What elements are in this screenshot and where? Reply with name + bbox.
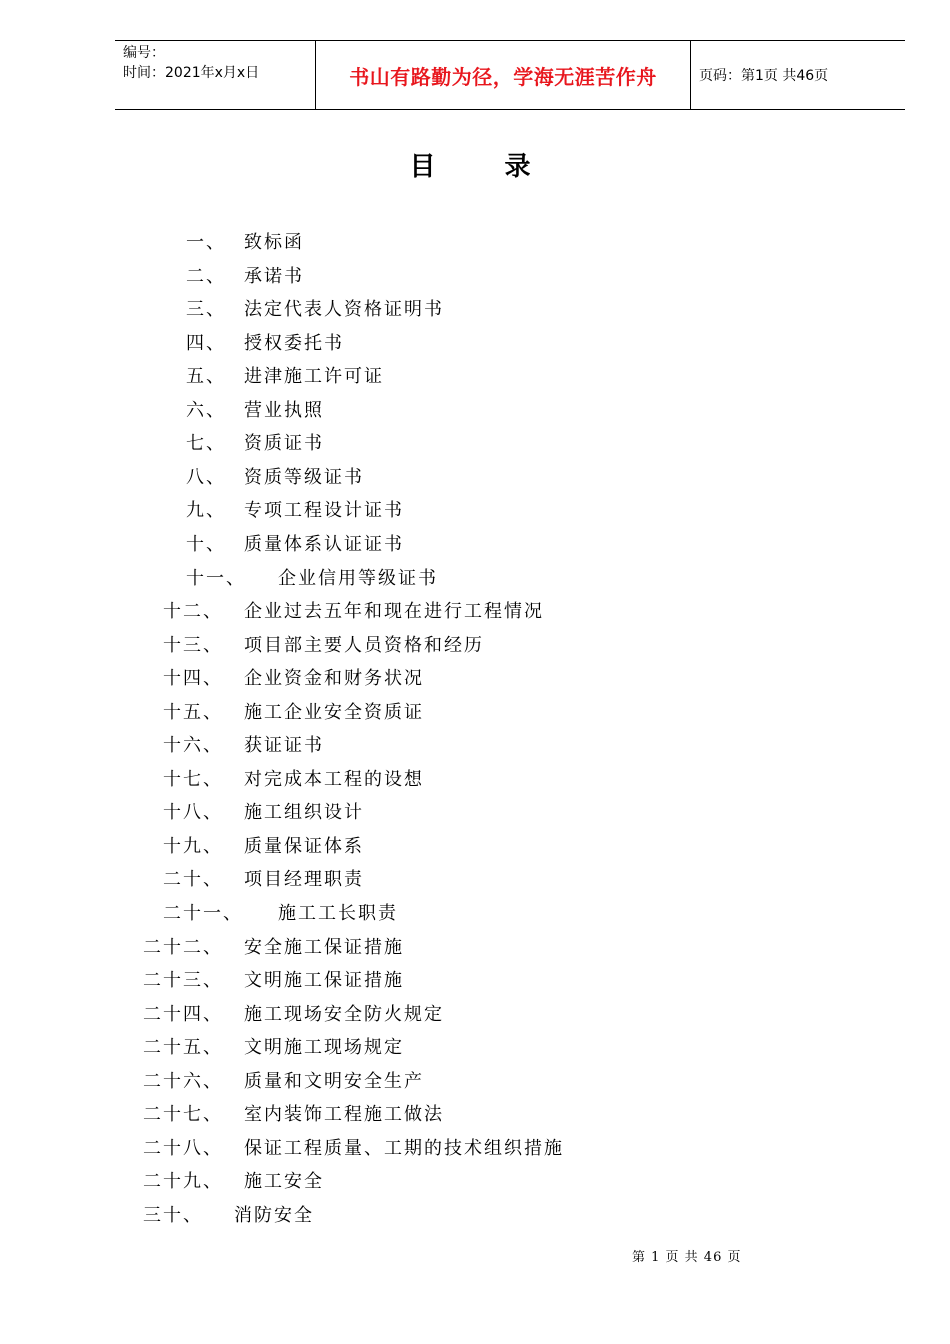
toc-item-title: 资质证书: [244, 433, 324, 455]
toc-item-number: 十一、: [186, 567, 246, 589]
page-footer: 第 1 页 共 46 页: [632, 1250, 742, 1265]
toc-item-title: 进津施工许可证: [244, 366, 384, 388]
toc-item-number: 二十、: [163, 869, 223, 891]
header-motto: 书山有路勤为径，学海无涯苦作舟: [316, 41, 691, 109]
toc-item-title: 对完成本工程的设想: [244, 768, 424, 790]
toc-item-title: 质量保证体系: [244, 835, 364, 857]
toc-item: [0, 1000, 950, 1030]
toc-item-title: 室内装饰工程施工做法: [244, 1104, 444, 1126]
toc-item-title: 营业执照: [244, 399, 324, 421]
toc-item: [0, 1033, 950, 1063]
toc-item: [0, 765, 950, 795]
toc-item-title: 承诺书: [244, 265, 304, 287]
toc-item-number: 二十五、: [143, 1037, 223, 1059]
toc-item: [0, 832, 950, 862]
toc-item: [0, 899, 950, 929]
toc-item-title: 法定代表人资格证明书: [244, 299, 444, 321]
toc-item-number: 二十四、: [143, 1003, 223, 1025]
toc-item: [0, 731, 950, 761]
toc-item-number: 二、: [186, 265, 226, 287]
toc-item-number: 十二、: [163, 601, 223, 623]
toc-item: [0, 496, 950, 526]
toc-item-number: 二十八、: [143, 1137, 223, 1159]
toc-item: [0, 295, 950, 325]
toc-item: [0, 362, 950, 392]
toc-item-title: 授权委托书: [244, 332, 344, 354]
toc-item-title: 企业过去五年和现在进行工程情况: [244, 601, 544, 623]
toc-item-title: 资质等级证书: [244, 466, 364, 488]
toc-item-title: 文明施工现场规定: [244, 1037, 404, 1059]
toc-item-title: 企业资金和财务状况: [244, 668, 424, 690]
toc-item-number: 十九、: [163, 835, 223, 857]
toc-item-number: 十八、: [163, 802, 223, 824]
toc-item: [0, 1134, 950, 1164]
toc-item: [0, 329, 950, 359]
toc-item-number: 十六、: [163, 735, 223, 757]
toc-item-title: 保证工程质量、工期的技术组织措施: [244, 1137, 564, 1159]
toc-item: [0, 698, 950, 728]
toc-item-number: 二十一、: [163, 903, 243, 924]
toc-item-title: 施工工长职责: [278, 903, 398, 924]
toc-item: [0, 1201, 950, 1231]
header-meta: [115, 41, 316, 109]
toc-item-number: 二十六、: [143, 1070, 223, 1092]
toc-item: [0, 1067, 950, 1097]
toc-item-number: 八、: [186, 466, 226, 488]
toc-item-number: 三十、: [143, 1204, 203, 1226]
time-label: 时间：2021年x月x日: [123, 65, 260, 81]
toc-item: [0, 262, 950, 292]
toc-item-title: 致标函: [244, 232, 304, 253]
toc-item-title: 质量体系认证证书: [244, 533, 404, 555]
toc-item-number: 五、: [186, 366, 226, 388]
toc-item-title: 获证证书: [244, 735, 324, 757]
toc-item: [0, 798, 950, 828]
toc-item-number: 十七、: [163, 768, 223, 790]
toc-item: [0, 664, 950, 694]
toc-item-number: 三、: [186, 299, 226, 321]
toc-item-title: 消防安全: [234, 1204, 314, 1226]
toc-item-number: 四、: [186, 332, 226, 354]
toc-item-number: 二十二、: [143, 936, 223, 958]
toc-item-title: 项目部主要人员资格和经历: [244, 634, 484, 656]
toc-item-title: 质量和文明安全生产: [244, 1070, 424, 1092]
header-page-code: 页码：第1页 共46页: [699, 68, 829, 84]
toc-item-title: 专项工程设计证书: [244, 500, 404, 522]
toc-item: [0, 966, 950, 996]
toc-item-number: 二十三、: [143, 970, 223, 992]
toc-item-title: 文明施工保证措施: [244, 970, 404, 992]
toc-item: [0, 396, 950, 426]
toc-item: [0, 631, 950, 661]
toc-item-number: 十五、: [163, 701, 223, 723]
toc-item: [0, 597, 950, 627]
toc-item: [0, 564, 950, 594]
toc-item-number: 九、: [186, 500, 226, 522]
toc-item-number: 一、: [186, 232, 226, 253]
toc-item-number: 七、: [186, 433, 226, 455]
toc-item-number: 二十九、: [143, 1171, 223, 1193]
toc-item-title: 施工现场安全防火规定: [244, 1003, 444, 1025]
toc-item: [0, 429, 950, 459]
page-header: [115, 40, 905, 110]
toc-item-title: 安全施工保证措施: [244, 936, 404, 958]
toc-item: [0, 1167, 950, 1197]
toc-item: [0, 463, 950, 493]
toc-item: [0, 1100, 950, 1130]
toc-item-title: 施工安全: [244, 1171, 324, 1193]
toc-item: [0, 228, 950, 258]
toc-item-title: 项目经理职责: [244, 869, 364, 891]
toc-item-number: 十四、: [163, 668, 223, 690]
toc-item: [0, 933, 950, 963]
serial-label: 编号：: [123, 45, 165, 61]
page-title: 目 录: [409, 152, 561, 182]
toc-item-number: 六、: [186, 399, 226, 421]
toc-item-number: 二十七、: [143, 1104, 223, 1126]
toc-item-number: 十、: [186, 533, 226, 555]
toc-item-number: 十三、: [163, 634, 223, 656]
toc-item: [0, 530, 950, 560]
toc-item-title: 企业信用等级证书: [278, 567, 438, 589]
toc-item-title: 施工组织设计: [244, 802, 364, 824]
toc-item: [0, 865, 950, 895]
toc-item-title: 施工企业安全资质证: [244, 701, 424, 723]
